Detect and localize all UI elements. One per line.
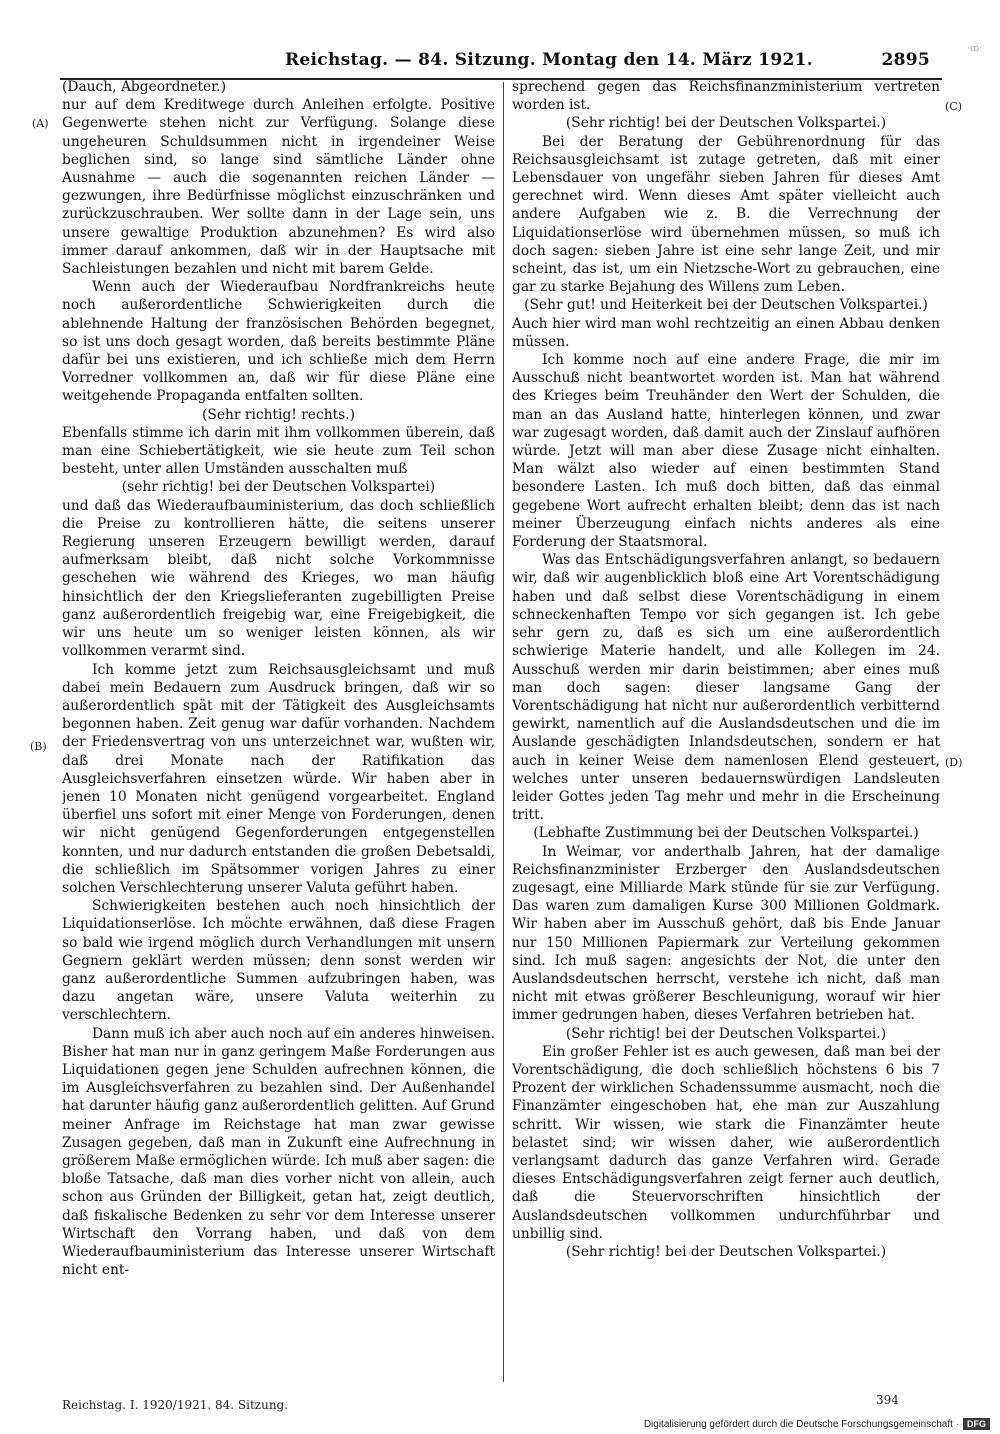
interjection: (Sehr richtig! bei der Deutschen Volkspartei.) <box>565 115 887 132</box>
interjection: (Lebhafte Zustimmung bei der Deutschen Volkspartei.) <box>533 825 919 842</box>
margin-marker-d: (D) <box>945 756 963 769</box>
interjection: (sehr richtig! bei der Deutschen Volkspartei) <box>121 479 436 496</box>
sheet-number: 394 <box>876 1393 899 1407</box>
interjection: (Sehr gut! und Heiterkeit bei der Deutschen Volkspartei.) <box>524 297 928 314</box>
credit-text: Digitalisierung gefördert durch die Deutsche Forschungsgemeinschaft · <box>643 1418 959 1430</box>
paragraph: Wenn auch der Wiederaufbau Nordfrankreichs heute noch außerordentliche Schwierigkeiten durch die ablehnende Haltung der französischen Behörden begegnet, so ist uns doch gesagt worden, daß bereits bestimmte Pläne dafür bei uns existieren, und ich schließe mich dem Herrn Vorredner vollkommen an, daß wir für diese Pläne eine weitgehende Propaganda entfalten sollten. <box>62 279 495 405</box>
paragraph: Ebenfalls stimme ich darin mit ihm vollkommen überein, daß man eine Schiebertätigkeit, wie sie heute zum Teil schon besteht, unter allen Umständen ausschalten muß <box>62 424 495 478</box>
paragraph: nur auf dem Kreditwege durch Anleihen erfolgte. Positive Gegenwerte stehen nicht zur Verfügung. Solange diese ungeheuren Schuldsummen nicht in irgendeiner Weise beglichen sind, so lange sind sämtliche Länder ohne Ausnahme — auch die sogenannten reichen Länder — gezwungen, ihre Bedürfnisse möglichst einzuschränken und zurückzuschrauben. Wer sollte dann in der Lage sein, uns unsere gewaltige Produktion abzunehmen? Es wird also immer darauf ankommen, daß wir in der Hauptsache mit Sachleistungen bezahlen und nicht mit barem Gelde. <box>62 97 495 278</box>
right-column <box>512 78 940 1368</box>
paragraph: Dann muß ich aber auch noch auf ein anderes hinweisen. Bisher hat man nur in ganz geringem Maße Forderungen aus Liquidationen gegen jene Schulden aufrechnen können, die im Ausgleichsverfahren zu bezahlen sind. Der Außenhandel hat darunter häufig ganz außerordentlich gelitten. Auf Grund meiner Anfrage im Reichstage hat man zwar gewisse Zusagen gegeben, daß man in Zukunft eine Aufrechnung in größerem Maße ermöglichen würde. Ich muß aber sagen: die bloße Tatsache, daß man dies vorher nicht von allein, auch schon aus Gründen der Billigkeit, getan hat, zeigt deutlich, daß fiskalische Bedenken zu sehr vor dem Interesse unserer Wirtschaft den Vorrang haben, und daß von dem Wiederaufbauministerium das Interesse unserer Wirtschaft nicht ent- <box>62 1025 495 1279</box>
paragraph: Schwierigkeiten bestehen auch noch hinsichtlich der Liquidationserlöse. Ich möchte erwähnen, daß diese Fragen so bald wie irgend möglich durch Verhandlungen mit unsern Gegnern geklärt werden müssen; denn sonst werden wir ganz außerordentliche Summen aufzubringen haben, was dazu angetan wäre, unsere Valuta weiterhin zu verschlechtern. <box>62 898 495 1024</box>
library-stamp: ·ꝏ· <box>967 44 982 54</box>
footer-citation: Reichstag. I. 1920/1921. 84. Sitzung. <box>62 1398 289 1412</box>
margin-marker-b: (B) <box>30 740 47 753</box>
digitization-credit <box>644 1418 990 1430</box>
paragraph: und daß das Wiederaufbauministerium, das doch schließlich die Preise zu kontrollieren hätte, die seitens unserer Regierung unseren Erzeugern bewilligt werden, darauf aufmerksam bleibt, daß nicht solche Vorkommnisse geschehen wie während des Krieges, wo man häufig hinsichtlich der den Kriegslieferanten zugebilligten Preise ganz außerordentlich freigebig war, eine Freigebigkeit, die wir uns heute um so weniger leisten können, als wir vollkommen verarmt sind. <box>62 497 495 660</box>
column-divider <box>503 82 504 1382</box>
paragraph: Ich komme noch auf eine andere Frage, die mir im Ausschuß nicht beantwortet worden ist. Man hat während des Krieges beim Treuhänder den Wert der Schulden, die man an das Ausland hatte, hinterlegen können, und zwar war zugesagt worden, daß damit auch der Zinslauf aufhören würde. Jetzt will man aber diese Zusage nicht einhalten. Man wälzt also wieder auf einen bestimmten Stand besondere Lasten. Ich muß doch bitten, daß das einmal gegebene Wort aufrecht erhalten bleibt; denn das ist nach meiner Überzeugung einfach nichts anderes als eine Forderung der Staatsmoral. <box>512 352 940 551</box>
speaker-label: (Dauch, Abgeordneter.) <box>62 79 227 95</box>
paragraph: Bei der Beratung der Gebührenordnung für das Reichsausgleichsamt ist zutage getreten, daß mit einer Lebensdauer von ungefähr sieben Jahren für dieses Amt gerechnet wird. Wenn dieses Amt später vielleicht auch andere Aufgaben wie z. B. die Verrechnung der Liquidationserlöse wird übernehmen müssen, so muß ich doch sagen: sieben Jahre ist eine sehr lange Zeit, und mir scheint, das ist, um ein Nietzsche-Wort zu gebrauchen, eine gar zu starke Bejahung des Willens zum Leben. <box>512 133 940 296</box>
paragraph: Ich komme jetzt zum Reichsausgleichsamt und muß dabei mein Bedauern zum Ausdruck bringen, daß wir so außerordentlich spät mit der Tätigkeit des Ausgleichsamts begonnen haben. Zeit genug war dafür vorhanden. Nachdem der Friedensvertrag von uns unterzeichnet war, wußten wir, daß drei Monate nach der Ratifikation das Ausgleichsverfahren einsetzen würde. Wir haben aber in jenen 10 Monaten nicht genügend vorgearbeitet. England überfiel uns sofort mit einer Menge von Forderungen, denen wir nicht genügend Gegenforderungen entgegenstellen konnten, und nur dadurch entstanden die großen Debetsaldi, die schließlich im Spätsommer vorigen Jahres zu einer solchen Verschlechterung unserer Valuta geführt haben. <box>62 661 495 896</box>
left-column <box>62 78 495 1398</box>
page-header <box>285 50 930 78</box>
page-number: 2895 <box>881 50 930 70</box>
interjection: (Sehr richtig! bei der Deutschen Volkspartei.) <box>565 1025 887 1042</box>
session-title: Reichstag. — 84. Sitzung. Montag den 14. März 1921. <box>285 50 813 70</box>
dfg-logo: DFG <box>963 1418 990 1430</box>
interjection: (Sehr richtig! bei der Deutschen Volkspartei.) <box>565 1244 887 1260</box>
paragraph: Auch hier wird man wohl rechtzeitig an einen Abbau denken müssen. <box>512 315 940 350</box>
paragraph: Was das Entschädigungsverfahren anlangt, so bedauern wir, daß wir augenblicklich bloß eine Art Vorentschädigung haben und daß selbst diese Vorentschädigung in einem schneckenhaften Tempo vor sich gegangen ist. Ich gebe sehr gern zu, daß es sich um eine außerordentlich schwierige Materie handelt, und alle Kollegen im 24. Ausschuß werden mir darin beistimmen; aber eines muß man doch sagen: dieser langsame Gang der Vorentschädigung hat nicht nur außerordentlich verbitternd gewirkt, namentlich auf die Auslandsdeutschen und die im Auslande geschädigten Inlandsdeutschen, sondern er hat auch in keiner Weise dem namenlosen Elend gesteuert, welches unter unseren bedauernswürdigen Landsleuten leider Gottes jeden Tag mehr und mehr in die Erscheinung tritt. <box>512 552 940 824</box>
margin-marker-c: (C) <box>945 100 962 113</box>
paragraph: In Weimar, vor anderthalb Jahren, hat der damalige Reichsfinanzminister Erzberger den Auslandsdeutschen zugesagt, eine Milliarde Mark stünde für sie zur Verfügung. Das waren zum damaligen Kurse 300 Millionen Goldmark. Wir haben aber im Ausschuß gehört, daß bis Ende Januar nur 150 Millionen Papiermark zur Verteilung gekommen sind. Ich muß sagen: angesichts der Not, die unter den Auslandsdeutschen herrscht, verstehe ich nicht, daß man nicht mit etwas größerer Beschleunigung, worauf wir hier immer gedrungen haben, dieses Verfahren betrieben hat. <box>512 843 940 1024</box>
paragraph: Ein großer Fehler ist es auch gewesen, daß man bei der Vorentschädigung, die doch schließlich höchstens 6 bis 7 Prozent der wirklichen Schadenssumme ausmacht, noch die Finanzämter eingeschoben hat, ehe man zur Auszahlung schritt. Wir wissen, wie stark die Finanzämter heute belastet sind; wir wissen daher, wie außerordentlich verlangsamt dadurch das ganze Verfahren wird. Gerade dieses Entschädigungsverfahren zeigt ferner auch deutlich, daß die Steuervorschriften hinsichtlich der Auslandsdeutschen vollkommen undurchführbar und unbillig sind. <box>512 1043 940 1242</box>
margin-marker-a: (A) <box>32 117 49 130</box>
paragraph: sprechend gegen das Reichsfinanzministerium vertreten worden ist. <box>512 79 940 114</box>
interjection: (Sehr richtig! rechts.) <box>202 406 355 423</box>
